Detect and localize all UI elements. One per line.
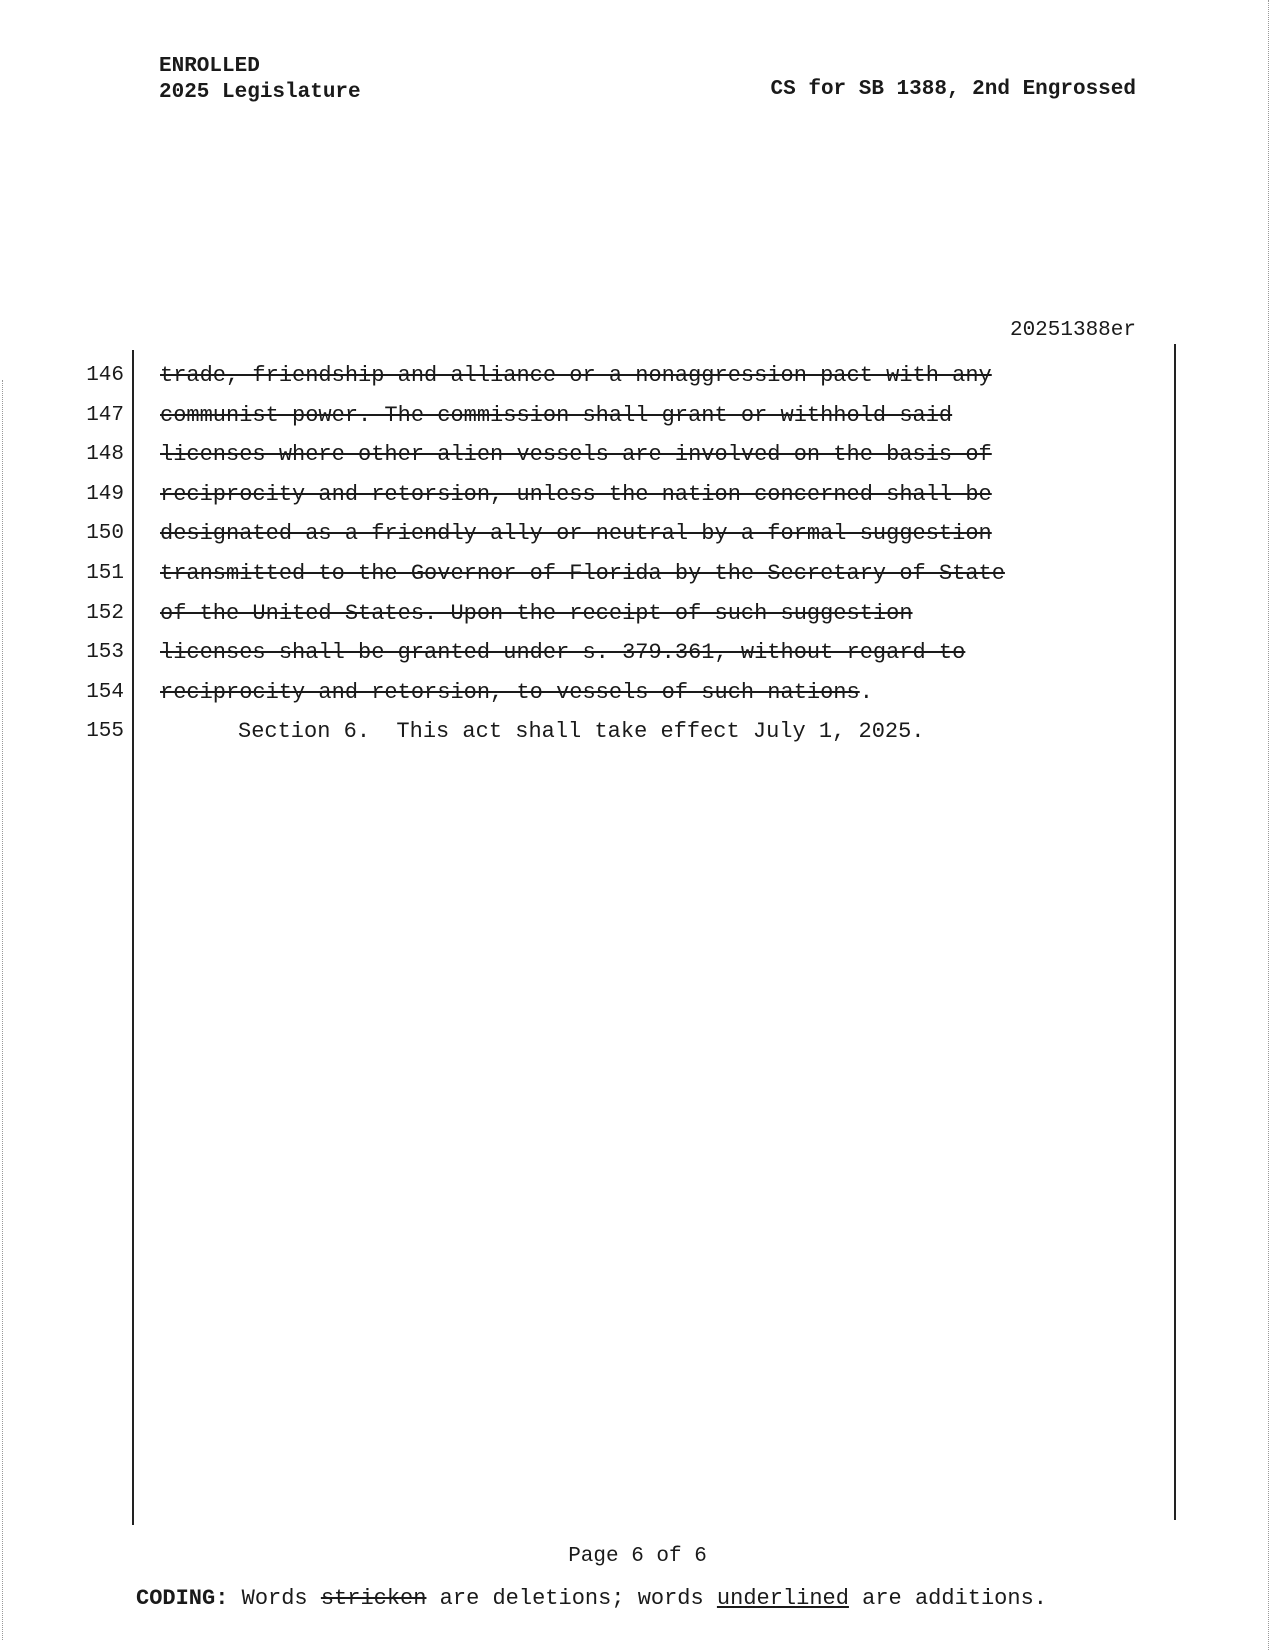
stricken-text: licenses shall be granted under s. 379.361, without regard to <box>160 640 966 666</box>
line-number: 149 <box>86 482 124 506</box>
coding-text: are additions. <box>848 1586 1047 1611</box>
bill-text-body <box>0 356 1275 752</box>
line-number: 146 <box>86 364 124 387</box>
document-status: ENROLLED <box>159 55 260 78</box>
bill-line <box>0 475 1275 515</box>
bill-line <box>0 673 1275 713</box>
line-number: 152 <box>86 601 124 625</box>
stricken-text: transmitted to the Governor of Florida by the Secretary of State <box>160 560 1005 586</box>
bill-line <box>0 712 1275 752</box>
coding-text: are deletions; words <box>426 1586 717 1611</box>
stricken-text: reciprocity and retorsion, to vessels of such nations <box>160 679 860 705</box>
page-number: Page 6 of 6 <box>568 1545 707 1568</box>
bill-line <box>0 633 1275 673</box>
stricken-text: designated as a friendly ally or neutral by a formal suggestion <box>160 521 992 547</box>
line-number: 147 <box>86 403 124 427</box>
line-text <box>160 673 873 713</box>
bill-line <box>0 594 1275 634</box>
line-number: 148 <box>86 443 124 467</box>
stricken-text: reciprocity and retorsion, unless the nation concerned shall be <box>160 481 992 507</box>
line-number: 153 <box>86 641 124 665</box>
legislature-title: 2025 Legislature <box>159 81 361 104</box>
bill-code: 20251388er <box>1009 319 1136 342</box>
scan-edge-right <box>1268 0 1269 1650</box>
stricken-text: trade, friendship and alliance or a nonaggression pact with any <box>160 363 992 388</box>
coding-label: CODING: <box>136 1586 229 1611</box>
bill-line <box>0 554 1275 594</box>
bill-line <box>0 356 1275 396</box>
line-suffix: . <box>859 679 873 705</box>
coding-legend <box>136 1585 1047 1613</box>
stricken-text: licenses where other alien vessels are involved on the basis of <box>160 442 992 468</box>
line-number: 150 <box>86 522 124 546</box>
coding-underlined-sample: underlined <box>716 1586 849 1611</box>
stricken-text: of the United States. Upon the receipt of such suggestion <box>160 600 913 626</box>
bill-line <box>0 514 1275 554</box>
line-number: 151 <box>86 561 124 585</box>
bill-line <box>0 396 1275 436</box>
bill-title: CS for SB 1388, 2nd Engrossed <box>770 78 1136 101</box>
coding-stricken-sample: stricken <box>320 1586 427 1611</box>
line-number: 154 <box>86 680 124 704</box>
line-number: 155 <box>86 720 124 744</box>
stricken-text: communist power. The commission shall grant or withhold said <box>160 402 953 428</box>
effective-date-text: Section 6. This act shall take effect July 1, 2025. <box>238 719 925 745</box>
coding-text: Words <box>228 1586 321 1611</box>
bill-line <box>0 435 1275 475</box>
